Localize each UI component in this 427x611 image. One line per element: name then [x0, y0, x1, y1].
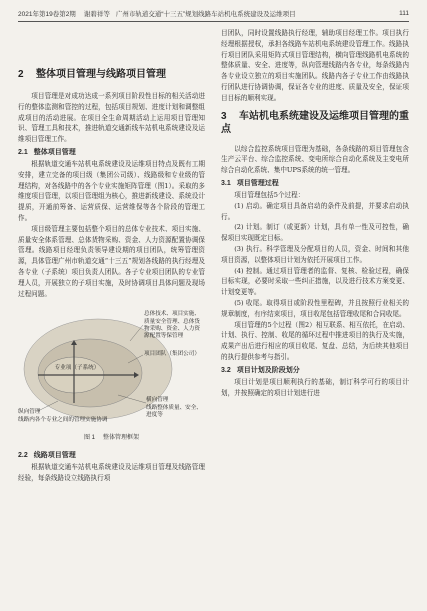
left-column [18, 28, 205, 484]
section-3-intro: 以综合监控系统项目管理为基础，各条线路的项目管理包含生产云平台、综合监控系统、变电所综合自动化系统及主变电所综合自动化系统、集中UPS系统的统一管理。 [221, 144, 409, 175]
page-number: 111 [399, 9, 409, 17]
section-3-heading: 3 车站机电系统建设及运维项目管理的重点 [221, 110, 409, 135]
list-item: (1) 启动。确定项目具备启动的条件及前提，并要求启动执行。 [221, 201, 409, 221]
list-item: (2) 计划。制订（或更新）计划，具有单一性及可控性，确保项目实现既定目标。 [221, 223, 409, 243]
section-3-1-heading: 3.1 项目管理过程 [221, 179, 279, 187]
section-3-2-heading: 3.2 项目计划及阶段划分 [221, 366, 300, 374]
figure-label-team: 项目团队（集团公司） [144, 351, 200, 358]
figure-label-top: 总体技术、项目实施、质量安全管理、总体货物采购、资金、人力资源配置等保管理 [144, 311, 200, 339]
section-2-2-heading: 2.2 线路项目管理 [18, 452, 76, 460]
issue-info: 2021年第19卷第2期 [18, 10, 76, 18]
list-item: (5) 收尾。取得项目或阶段性里程碑，并且按照行业相关的规章制度，有序结束项目，项目收尾包括管理收尾和合同收尾。 [221, 298, 409, 318]
figure-label-vertical: 纵向管理 线路内各个专业之间的管理实施协调 [18, 409, 108, 423]
figure-1-caption: 图 1 整体管理框架 [83, 435, 140, 442]
section-2-intro: 项目管理是对成功达成一系列项目阶段性目标的相关活动进行的整体监测和管控的过程，包括项目规划、进度计划和调整组成项目的活动进展。在项目全生命周期活动上运用项目管理知识、管理工具和技术，推进轨道交通新线车站机电系统建设及运维项目管理工作。 [18, 92, 205, 144]
list-item: (4) 控制。通过项目管理者的监督、复核、检验过程，确保目标实现，必要时采取一些纠正措施，以及进行技术方案变更、计划变更等。 [221, 266, 409, 297]
paragraph: 项目计划是项目顺利执行的基础，制订科学可行的项目计划，并按照确定的项目计划进行进 [221, 377, 409, 397]
list-item: (3) 执行。科学管理及分配项目的人员，资金、时间和其他项目资源，以整体项目计划为依托开展项目工作。 [221, 244, 409, 264]
paragraph: 根据轨道交通车站机电系统建设及运维项目特点及既有工期安排，建立完备的项目级（集团公司级）、线路级和专业级的管理结构，对各线路中的各个专业实施矩阵管理（图1）。采取的多维度项目管理，以项目管理组为核心，推进新线建设、系统设计提质，开通前筹备、运营质保、运营维保等各个阶段的管理工作。 [18, 159, 205, 222]
paragraph: 项目级管理主要包括整个项目的总体专业技术、项目实施、质量安全体系管理、总体货物采购、资金、人力资源配置协调保管理。线路项目经理负责领导建设期的项目团队，统筹管理资源，具体管理广州市轨道交通“十三五”规划各线路的执行经理及各专业（子系统）项目负责人团队。各子专业项目团队的专业管理人员，开展独立的子项目实施，及时协调项目具体问题及现场过程问题。 [18, 224, 205, 298]
paragraph-continued: 目团队，同时设置线路执行经理，辅助项目经理工作。项目执行经理根据授权，承担各线路车站机电系统建设管理工作。线路执行项目团队采用矩阵式项目管理结构，横向管理线路机电系统的整体质量、安全、进度等，纵向管理线路内各专业，每条线路内各专业设立独立的项目实施团队。线路内各子专业工作由线路执行团队进行协调协调，保证各专业的进度、质量及安全，保证项目目标的顺利实现。 [221, 29, 409, 102]
figure-1 [18, 303, 205, 431]
section-2-heading: 2 整体项目管理与线路项目管理 [18, 69, 166, 80]
header-authors: 谢碧祥等 [83, 10, 110, 18]
running-header [18, 6, 409, 20]
header-title: 广州市轨道交通“十三五”规划线路车站机电系统建设及运维项目 [115, 10, 296, 18]
header-rule [18, 21, 409, 22]
figure-label-core: 专业项（子系统） [54, 365, 100, 372]
paragraph: 项目管理包括5个过程： [234, 190, 305, 199]
section-2-1-heading: 2.1 整体项目管理 [18, 148, 76, 156]
right-column [221, 28, 409, 398]
paragraph: 根据轨道交通车站机电系统建设及运维项目管理及线路管理经验，每条线路设立线路执行项 [18, 463, 205, 482]
figure-label-horizontal: 横向管理 线路整体质量、安全、进度等 [146, 397, 202, 418]
paragraph: 项目管理的5个过程（图2）相互联系、相互依托，在启动、计划、执行、控制、收尾的循环过程中推进项目的执行及实施，成果产出后进行相应的项目收尾、复盘、总结，为后续其他项目的执行提供参考与指引。 [221, 320, 409, 361]
